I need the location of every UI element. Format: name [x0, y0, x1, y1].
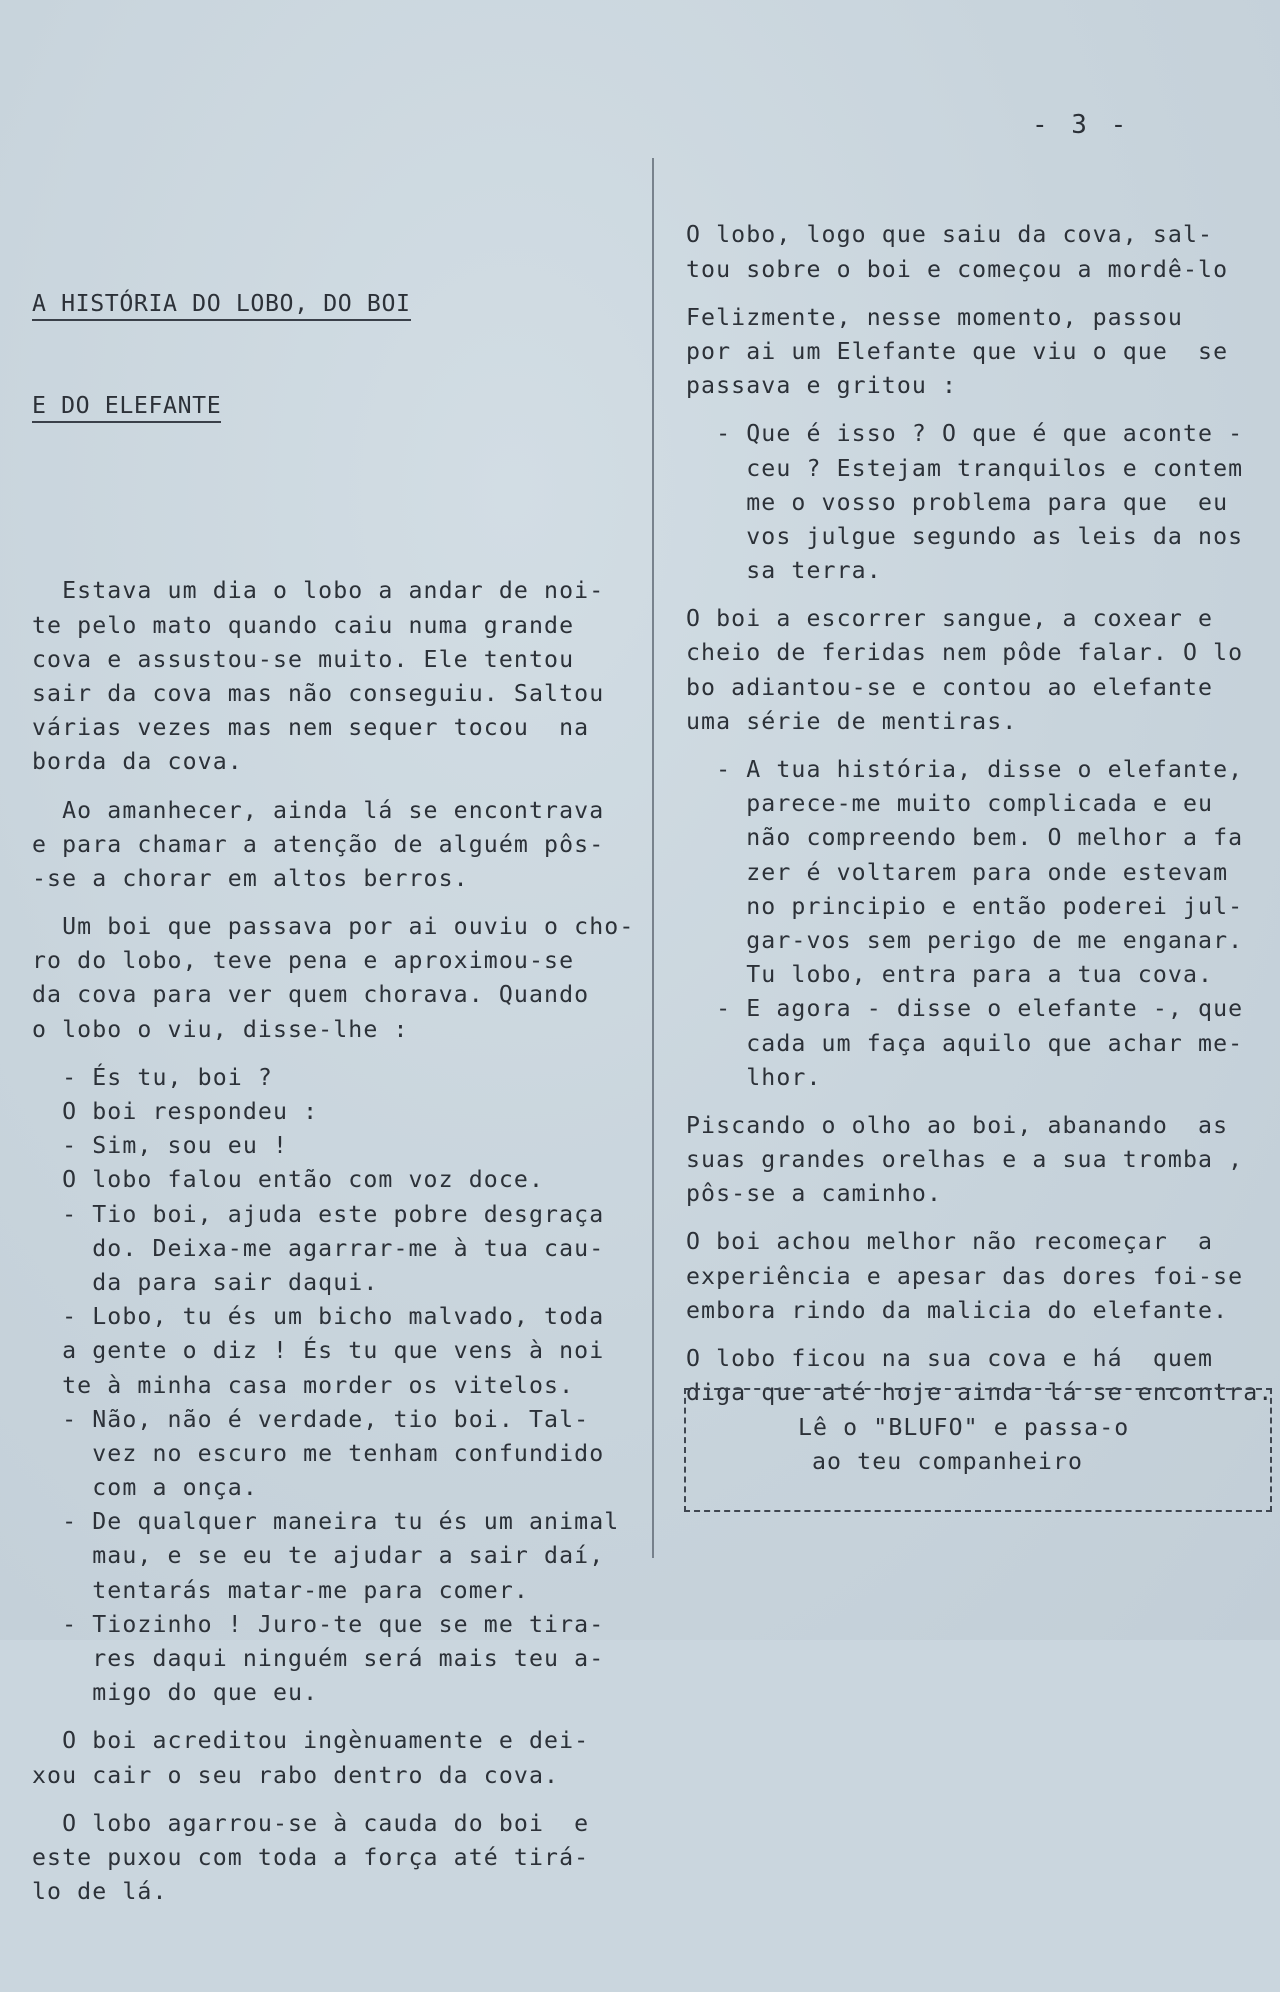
text-line: te à minha casa morder os vitelos.: [32, 1371, 575, 1399]
text-line: diga que até hoje ainda lá se encontra.: [686, 1379, 1274, 1407]
text-line: a gente o diz ! És tu que vens à noi: [32, 1337, 605, 1365]
paragraph: [32, 1061, 642, 1711]
text-line: te pelo mato quando caiu numa grande: [32, 611, 575, 639]
text-line: borda da cova.: [32, 748, 243, 776]
text-line: gar-vos sem perigo de me enganar.: [686, 926, 1244, 954]
text-line: - Não, não é verdade, tio boi. Tal-: [32, 1405, 590, 1433]
text-line: me o vosso problema para que eu: [686, 488, 1229, 516]
paragraph: [32, 1807, 642, 1910]
left-column: [32, 150, 642, 1992]
text-line: lo de lá.: [32, 1878, 168, 1906]
story-title: [32, 218, 642, 492]
text-line: xou cair o seu rabo dentro da cova.: [32, 1761, 560, 1789]
text-line: tou sobre o boi e começou a mordê-lo: [686, 255, 1229, 283]
story-title-line-1: A HISTÓRIA DO LOBO, DO BOI: [32, 289, 411, 321]
text-line: o lobo o viu, disse-lhe :: [32, 1015, 409, 1043]
notice-line-1: Lê o "BLUFO" e passa-o: [798, 1414, 1130, 1441]
text-line: - Tio boi, ajuda este pobre desgraça: [32, 1200, 605, 1228]
text-line: suas grandes orelhas e a sua tromba ,: [686, 1146, 1244, 1174]
paragraph: [686, 1225, 1276, 1328]
text-line: cheio de feridas nem pôde falar. O lo: [686, 639, 1244, 667]
text-line: O boi respondeu :: [32, 1098, 319, 1126]
text-line: do. Deixa-me agarrar-me à tua cau-: [32, 1234, 605, 1262]
paragraph: [686, 218, 1276, 286]
paragraph: [32, 910, 642, 1047]
text-line: embora rindo da malicia do elefante.: [686, 1296, 1229, 1324]
right-paragraphs: [686, 218, 1276, 1410]
text-line: cada um faça aquilo que achar me-: [686, 1029, 1244, 1057]
text-line: uma série de mentiras.: [686, 707, 1018, 735]
text-line: O lobo agarrou-se à cauda do boi e: [32, 1809, 590, 1837]
text-line: migo do que eu.: [32, 1679, 319, 1707]
text-line: lhor.: [686, 1063, 822, 1091]
text-line: cova e assustou-se muito. Ele tentou: [32, 645, 575, 673]
text-line: Um boi que passava por ai ouviu o cho-: [32, 913, 635, 941]
left-paragraphs: [32, 574, 642, 1909]
paragraph: [32, 1724, 642, 1792]
page-number: - 3 -: [1032, 110, 1131, 140]
text-line: experiência e apesar das dores foi-se: [686, 1262, 1244, 1290]
text-line: ceu ? Estejam tranquilos e contem: [686, 454, 1244, 482]
text-line: -se a chorar em altos berros.: [32, 864, 469, 892]
text-line: Tu lobo, entra para a tua cova.: [686, 961, 1214, 989]
text-line: parece-me muito complicada e eu: [686, 790, 1214, 818]
paragraph: [686, 1109, 1276, 1212]
notice-box: [684, 1388, 1272, 1512]
text-line: - Sim, sou eu !: [32, 1132, 289, 1160]
text-line: da para sair daqui.: [32, 1268, 379, 1296]
text-line: Piscando o olho ao boi, abanando as: [686, 1111, 1229, 1139]
text-line: O boi a escorrer sangue, a coxear e: [686, 605, 1214, 633]
text-line: - És tu, boi ?: [32, 1063, 273, 1091]
paragraph: [32, 574, 642, 779]
text-line: sair da cova mas não conseguiu. Saltou: [32, 679, 605, 707]
text-line: não compreendo bem. O melhor a fa: [686, 824, 1244, 852]
text-line: O lobo ficou na sua cova e há quem: [686, 1345, 1214, 1373]
paragraph: [686, 417, 1276, 588]
text-line: sa terra.: [686, 557, 882, 585]
text-line: bo adiantou-se e contou ao elefante: [686, 673, 1214, 701]
text-line: O boi achou melhor não recomeçar a: [686, 1228, 1214, 1256]
text-line: zer é voltarem para onde estevam: [686, 858, 1229, 886]
text-line: da cova para ver quem chorava. Quando: [32, 981, 590, 1009]
text-line: res daqui ninguém será mais teu a-: [32, 1645, 605, 1673]
story-title-line-2: E DO ELEFANTE: [32, 391, 221, 423]
text-line: - E agora - disse o elefante -, que: [686, 995, 1244, 1023]
text-line: ro do lobo, teve pena e aproximou-se: [32, 947, 575, 975]
text-line: com a onça.: [32, 1474, 258, 1502]
column-divider: [652, 158, 654, 1558]
text-line: no principio e então poderei jul-: [686, 892, 1244, 920]
text-line: este puxou com toda a força até tirá-: [32, 1843, 590, 1871]
text-line: várias vezes mas nem sequer tocou na: [32, 714, 590, 742]
paragraph: [686, 602, 1276, 739]
paragraph: [686, 301, 1276, 404]
text-line: - Tiozinho ! Juro-te que se me tira-: [32, 1610, 605, 1638]
text-line: - De qualquer maneira tu és um animal: [32, 1508, 620, 1536]
text-line: tentarás matar-me para comer.: [32, 1576, 529, 1604]
text-line: - A tua história, disse o elefante,: [686, 756, 1244, 784]
text-line: e para chamar a atenção de alguém pôs-: [32, 830, 605, 858]
text-line: O lobo, logo que saiu da cova, sal-: [686, 221, 1214, 249]
text-line: - Que é isso ? O que é que aconte -: [686, 420, 1244, 448]
text-line: por ai um Elefante que viu o que se: [686, 337, 1229, 365]
right-column: [686, 150, 1276, 1493]
text-line: mau, e se eu te ajudar a sair daí,: [32, 1542, 605, 1570]
text-line: passava e gritou :: [686, 372, 958, 400]
text-line: O lobo falou então com voz doce.: [32, 1166, 545, 1194]
text-line: O boi acreditou ingènuamente e dei-: [32, 1727, 590, 1755]
text-line: Ao amanhecer, ainda lá se encontrava: [32, 796, 605, 824]
text-line: Felizmente, nesse momento, passou: [686, 303, 1183, 331]
notice-line-2: ao teu companheiro: [812, 1448, 1084, 1475]
text-line: vez no escuro me tenham confundido: [32, 1439, 605, 1467]
paragraph: [32, 794, 642, 897]
text-line: vos julgue segundo as leis da nos: [686, 522, 1244, 550]
text-line: - Lobo, tu és um bicho malvado, toda: [32, 1303, 605, 1331]
text-line: Estava um dia o lobo a andar de noi-: [32, 577, 605, 605]
text-line: pôs-se a caminho.: [686, 1180, 943, 1208]
paragraph: [686, 753, 1276, 1095]
